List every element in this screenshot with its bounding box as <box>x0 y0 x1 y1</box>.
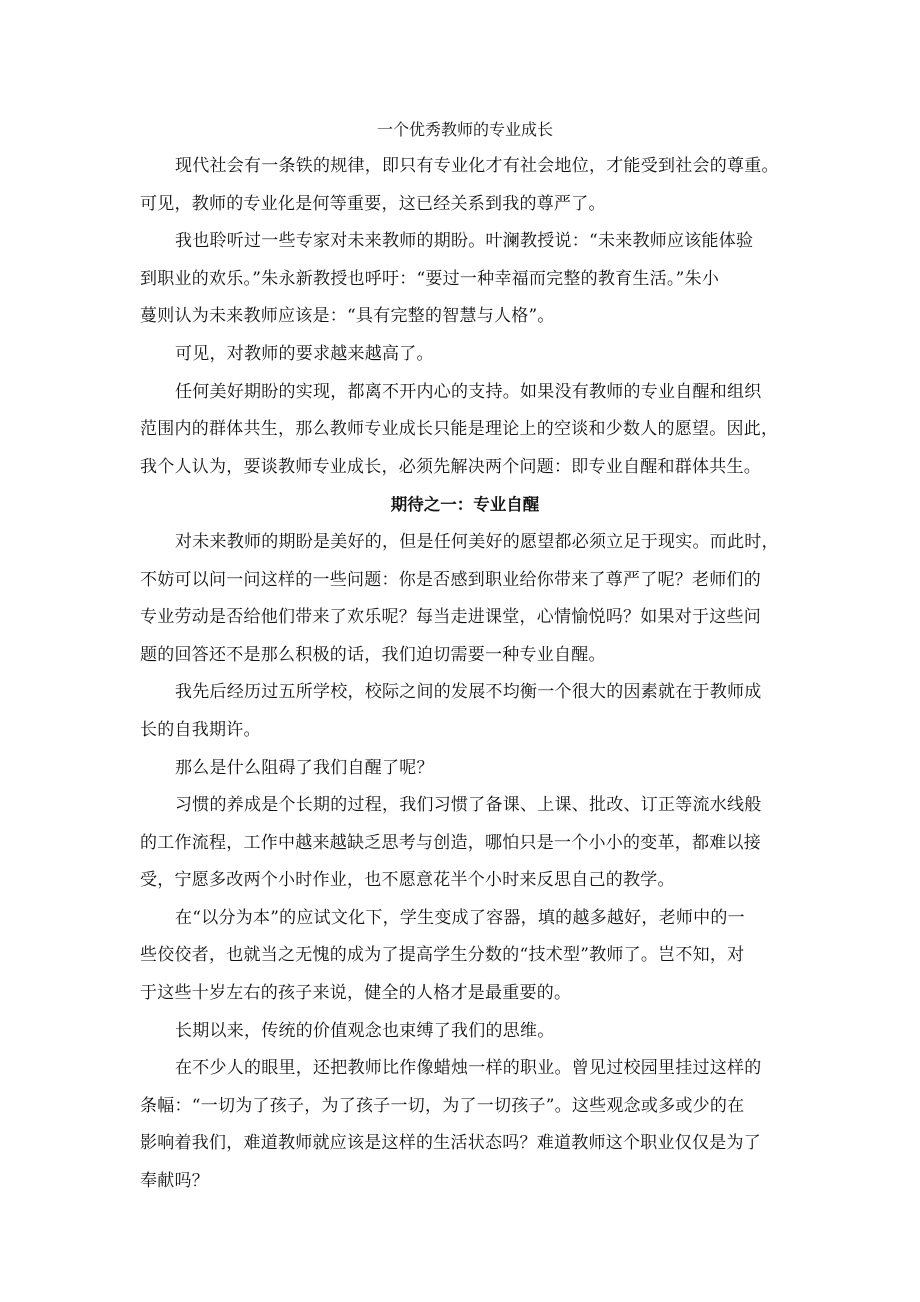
paragraph-line: 习惯的养成是个长期的过程，我们习惯了备课、上课、批改、订正等流水线般 <box>175 795 762 816</box>
paragraph-line: 的工作流程，工作中越来越缺乏思考与创造，哪怕只是一个小小的变革，都难以接 <box>140 832 761 853</box>
paragraph-line: 可见，教师的专业化是何等重要，这已经关系到我的尊严了。 <box>140 193 606 214</box>
paragraph-line: 我先后经历过五所学校，校际之间的发展不均衡一个很大的因素就在于教师成 <box>175 682 762 703</box>
paragraph-line: 我也聆听过一些专家对未来教师的期盼。叶澜教授说：“未来教师应该能体验 <box>175 231 754 252</box>
document-body <box>140 112 790 1201</box>
paragraph-6 <box>140 674 790 749</box>
paragraph-line: 可见，对教师的要求越来越高了。 <box>175 343 434 364</box>
paragraph-line: 题的回答还不是那么积极的话，我们迫切需要一种专业自醒。 <box>140 644 606 665</box>
paragraph-line: 现代社会有一条铁的规律，即只有专业化才有社会地位，才能受到社会的尊重。 <box>175 156 779 176</box>
paragraph-line: 长期以来，传统的价值观念也束缚了我们的思维。 <box>175 1020 555 1041</box>
paragraph-line: 范围内的群体共生，那么教师专业成长只能是理论上的空谈和少数人的愿望。因此， <box>140 419 779 440</box>
paragraph-2 <box>140 223 790 336</box>
paragraph-line: 对未来教师的期盼是美好的，但是任何美好的愿望都必须立足于现实。而此时， <box>175 531 779 552</box>
paragraph-10 <box>140 1013 790 1051</box>
paragraph-line: 那么是什么阻碍了我们自醒了呢？ <box>175 757 434 778</box>
section-heading: 期待之一：专业自醒 <box>390 495 540 515</box>
paragraph-line: 蔓则认为未来教师应该是：“具有完整的智慧与人格”。 <box>140 306 555 327</box>
paragraph-line: 在不少人的眼里，还把教师比作像蜡烛一样的职业。曾见过校园里挂过这样的 <box>175 1058 762 1079</box>
paragraph-7 <box>140 750 790 788</box>
paragraph-line: 奉献吗？ <box>140 1171 209 1192</box>
paragraph-5 <box>140 524 790 674</box>
paragraph-line: 在“以分为本”的应试文化下，学生变成了容器，填的越多越好，老师中的一 <box>175 907 745 928</box>
paragraph-line: 长的自我期许。 <box>140 719 261 740</box>
paragraph-line: 条幅：“一切为了孩子，为了孩子一切，为了一切孩子”。这些观念或多或少的在 <box>140 1095 745 1116</box>
paragraph-4 <box>140 374 790 487</box>
paragraph-3 <box>140 336 790 374</box>
paragraph-line: 专业劳动是否给他们带来了欢乐呢？每当走进课堂，心情愉悦吗？如果对于这些问 <box>140 607 761 628</box>
paragraph-line: 影响着我们，难道教师就应该是这样的生活状态吗？难道教师这个职业仅仅是为了 <box>140 1133 761 1154</box>
paragraph-8 <box>140 787 790 900</box>
paragraph-9 <box>140 900 790 1013</box>
paragraph-line: 任何美好期盼的实现，都离不开内心的支持。如果没有教师的专业自醒和组织 <box>175 381 762 402</box>
document-title: 一个优秀教师的专业成长 <box>376 120 553 139</box>
paragraph-line: 些佼佼者，也就当之无愧的成为了提高学生分数的“技术型”教师了。岂不知，对 <box>140 945 745 966</box>
paragraph-line: 到职业的欢乐。”朱永新教授也呼吁：“要过一种幸福而完整的教育生活。”朱小 <box>140 268 720 289</box>
paragraph-1 <box>140 148 790 223</box>
paragraph-11 <box>140 1050 790 1200</box>
paragraph-line: 我个人认为，要谈教师专业成长，必须先解决两个问题：即专业自醒和群体共生。 <box>140 456 761 477</box>
paragraph-line: 于这些十岁左右的孩子来说，健全的人格才是最重要的。 <box>140 983 572 1004</box>
paragraph-line: 受，宁愿多改两个小时作业，也不愿意花半个小时来反思自己的教学。 <box>140 870 675 891</box>
paragraph-line: 不妨可以问一问这样的一些问题：你是否感到职业给你带来了尊严了呢？老师们的 <box>140 569 761 590</box>
